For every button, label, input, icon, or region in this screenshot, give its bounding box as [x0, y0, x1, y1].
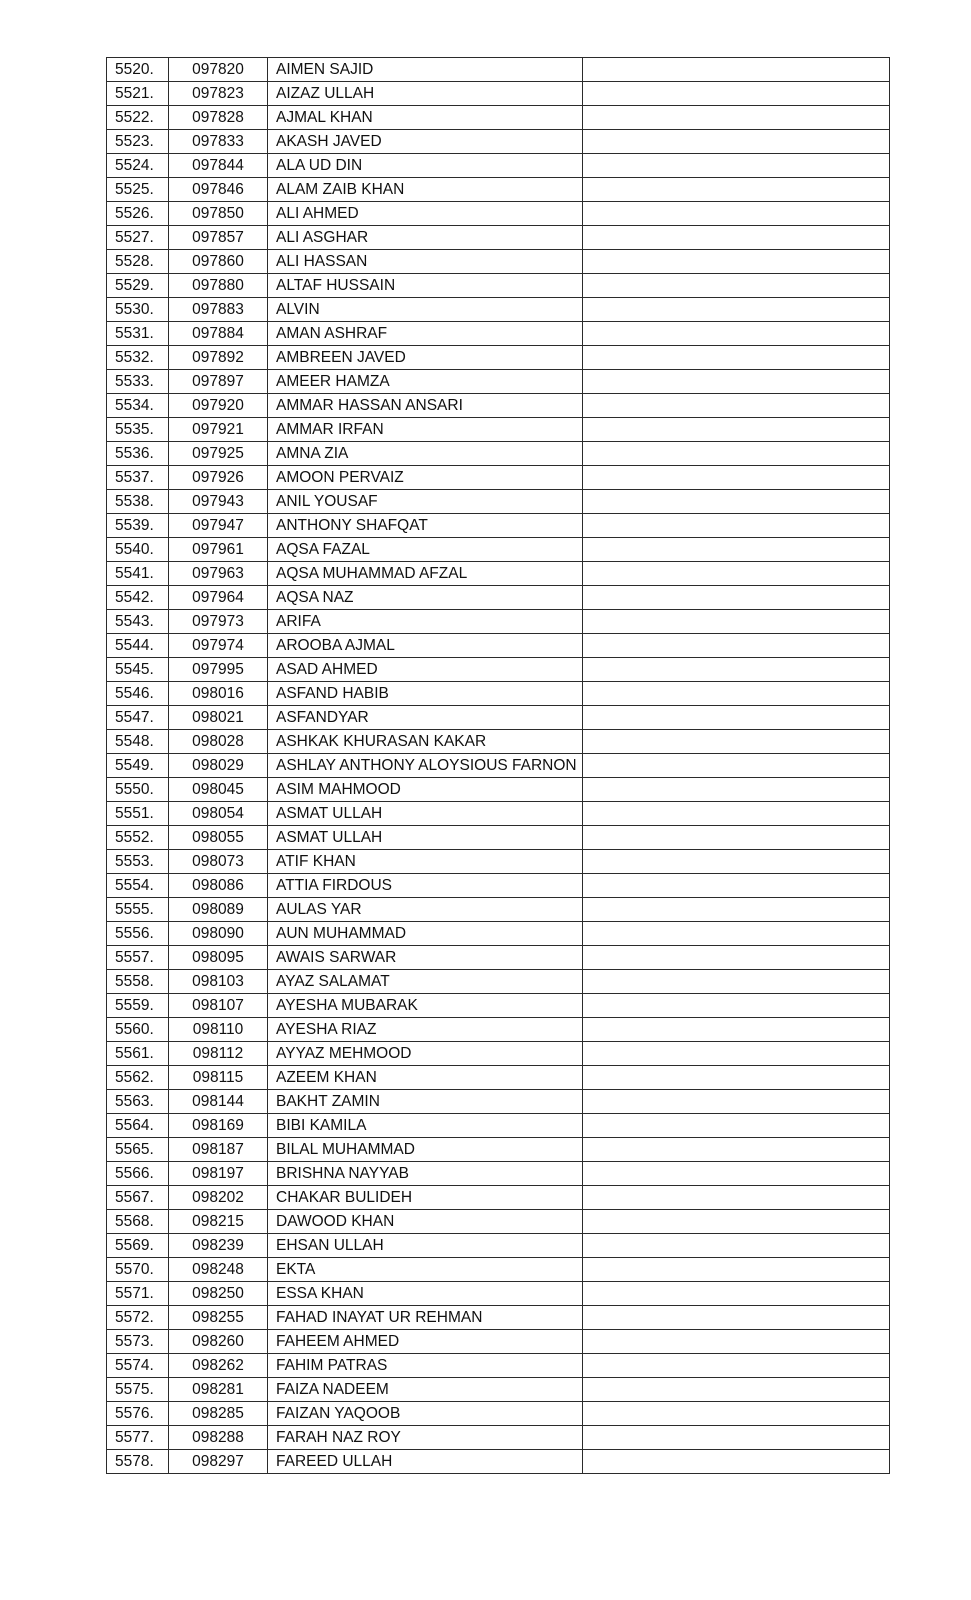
table-row [107, 610, 890, 634]
candidate-name-cell: AZEEM KHAN [268, 1066, 583, 1090]
serial-number-cell: 5561. [107, 1042, 169, 1066]
empty-cell [583, 826, 890, 850]
registration-number-cell: 097844 [169, 154, 268, 178]
registration-number-cell: 097973 [169, 610, 268, 634]
registration-number-cell: 098115 [169, 1066, 268, 1090]
candidate-name-cell: ANIL YOUSAF [268, 490, 583, 514]
table-row [107, 130, 890, 154]
table-row [107, 202, 890, 226]
candidate-name-cell: AJMAL KHAN [268, 106, 583, 130]
candidate-name-cell: AYYAZ MEHMOOD [268, 1042, 583, 1066]
registration-number-cell: 098055 [169, 826, 268, 850]
serial-number-cell: 5541. [107, 562, 169, 586]
serial-number-cell: 5551. [107, 802, 169, 826]
table-row [107, 946, 890, 970]
registration-number-cell: 097850 [169, 202, 268, 226]
registration-number-cell: 098169 [169, 1114, 268, 1138]
table-row [107, 802, 890, 826]
registration-number-cell: 098202 [169, 1186, 268, 1210]
empty-cell [583, 994, 890, 1018]
candidate-name-cell: AYESHA MUBARAK [268, 994, 583, 1018]
empty-cell [583, 418, 890, 442]
candidate-name-cell: ALI AHMED [268, 202, 583, 226]
serial-number-cell: 5539. [107, 514, 169, 538]
serial-number-cell: 5529. [107, 274, 169, 298]
registration-number-cell: 098073 [169, 850, 268, 874]
candidate-name-cell: EHSAN ULLAH [268, 1234, 583, 1258]
registration-number-cell: 097880 [169, 274, 268, 298]
candidate-name-cell: ALI HASSAN [268, 250, 583, 274]
empty-cell [583, 1426, 890, 1450]
candidate-name-cell: AQSA MUHAMMAD AFZAL [268, 562, 583, 586]
serial-number-cell: 5568. [107, 1210, 169, 1234]
registration-number-cell: 098110 [169, 1018, 268, 1042]
table-row [107, 1138, 890, 1162]
registration-number-cell: 097974 [169, 634, 268, 658]
candidate-name-cell: FAHIM PATRAS [268, 1354, 583, 1378]
table-row [107, 82, 890, 106]
serial-number-cell: 5526. [107, 202, 169, 226]
table-row [107, 226, 890, 250]
serial-number-cell: 5578. [107, 1450, 169, 1474]
candidate-name-cell: ANTHONY SHAFQAT [268, 514, 583, 538]
candidate-name-cell: ALTAF HUSSAIN [268, 274, 583, 298]
empty-cell [583, 898, 890, 922]
candidate-name-cell: FAIZAN YAQOOB [268, 1402, 583, 1426]
registration-number-cell: 098107 [169, 994, 268, 1018]
empty-cell [583, 802, 890, 826]
table-row [107, 394, 890, 418]
table-row [107, 1162, 890, 1186]
serial-number-cell: 5528. [107, 250, 169, 274]
serial-number-cell: 5554. [107, 874, 169, 898]
table-row [107, 466, 890, 490]
serial-number-cell: 5572. [107, 1306, 169, 1330]
serial-number-cell: 5531. [107, 322, 169, 346]
serial-number-cell: 5559. [107, 994, 169, 1018]
registration-number-cell: 098089 [169, 898, 268, 922]
serial-number-cell: 5565. [107, 1138, 169, 1162]
candidate-name-cell: AROOBA AJMAL [268, 634, 583, 658]
serial-number-cell: 5522. [107, 106, 169, 130]
registration-number-cell: 098239 [169, 1234, 268, 1258]
serial-number-cell: 5557. [107, 946, 169, 970]
candidate-name-cell: ALI ASGHAR [268, 226, 583, 250]
empty-cell [583, 730, 890, 754]
candidate-name-cell: AQSA FAZAL [268, 538, 583, 562]
empty-cell [583, 178, 890, 202]
registration-number-cell: 098016 [169, 682, 268, 706]
serial-number-cell: 5544. [107, 634, 169, 658]
empty-cell [583, 562, 890, 586]
table-row [107, 778, 890, 802]
registration-number-cell: 098103 [169, 970, 268, 994]
registration-number-cell: 098029 [169, 754, 268, 778]
empty-cell [583, 1330, 890, 1354]
table-row [107, 730, 890, 754]
serial-number-cell: 5573. [107, 1330, 169, 1354]
registration-number-cell: 098262 [169, 1354, 268, 1378]
empty-cell [583, 322, 890, 346]
candidate-name-cell: ASHKAK KHURASAN KAKAR [268, 730, 583, 754]
candidate-name-cell: ASMAT ULLAH [268, 802, 583, 826]
candidate-name-cell: ASAD AHMED [268, 658, 583, 682]
empty-cell [583, 874, 890, 898]
candidate-name-cell: ESSA KHAN [268, 1282, 583, 1306]
empty-cell [583, 370, 890, 394]
empty-cell [583, 466, 890, 490]
empty-cell [583, 154, 890, 178]
registration-number-cell: 097860 [169, 250, 268, 274]
serial-number-cell: 5569. [107, 1234, 169, 1258]
candidate-name-cell: AYESHA RIAZ [268, 1018, 583, 1042]
registration-number-cell: 098285 [169, 1402, 268, 1426]
empty-cell [583, 850, 890, 874]
registration-number-cell: 098054 [169, 802, 268, 826]
candidate-name-cell: ASMAT ULLAH [268, 826, 583, 850]
registration-number-cell: 098297 [169, 1450, 268, 1474]
empty-cell [583, 634, 890, 658]
candidate-name-cell: AMOON PERVAIZ [268, 466, 583, 490]
candidate-name-cell: ALA UD DIN [268, 154, 583, 178]
table-row [107, 1018, 890, 1042]
empty-cell [583, 58, 890, 82]
serial-number-cell: 5536. [107, 442, 169, 466]
empty-cell [583, 682, 890, 706]
serial-number-cell: 5542. [107, 586, 169, 610]
table-row [107, 1378, 890, 1402]
candidate-name-cell: AWAIS SARWAR [268, 946, 583, 970]
empty-cell [583, 1402, 890, 1426]
candidate-name-cell: AQSA NAZ [268, 586, 583, 610]
empty-cell [583, 1258, 890, 1282]
table-row [107, 490, 890, 514]
candidate-name-cell: ATIF KHAN [268, 850, 583, 874]
registration-number-cell: 097963 [169, 562, 268, 586]
empty-cell [583, 946, 890, 970]
registration-number-cell: 097846 [169, 178, 268, 202]
table-row [107, 1186, 890, 1210]
registration-number-cell: 097964 [169, 586, 268, 610]
empty-cell [583, 1210, 890, 1234]
serial-number-cell: 5533. [107, 370, 169, 394]
registration-number-cell: 098045 [169, 778, 268, 802]
empty-cell [583, 1162, 890, 1186]
table-row [107, 1306, 890, 1330]
empty-cell [583, 970, 890, 994]
table-row [107, 418, 890, 442]
registration-number-cell: 098281 [169, 1378, 268, 1402]
empty-cell [583, 1186, 890, 1210]
registration-number-cell: 098028 [169, 730, 268, 754]
registration-number-cell: 098215 [169, 1210, 268, 1234]
table-row [107, 1330, 890, 1354]
table-row [107, 1114, 890, 1138]
serial-number-cell: 5558. [107, 970, 169, 994]
table-row [107, 346, 890, 370]
empty-cell [583, 1234, 890, 1258]
registration-number-cell: 097892 [169, 346, 268, 370]
candidate-name-cell: AMMAR HASSAN ANSARI [268, 394, 583, 418]
serial-number-cell: 5552. [107, 826, 169, 850]
empty-cell [583, 610, 890, 634]
serial-number-cell: 5570. [107, 1258, 169, 1282]
serial-number-cell: 5534. [107, 394, 169, 418]
candidate-name-cell: ASFANDYAR [268, 706, 583, 730]
table-row [107, 826, 890, 850]
registration-number-cell: 098197 [169, 1162, 268, 1186]
registration-number-cell: 097926 [169, 466, 268, 490]
candidate-name-cell: AMAN ASHRAF [268, 322, 583, 346]
serial-number-cell: 5566. [107, 1162, 169, 1186]
registration-number-cell: 097883 [169, 298, 268, 322]
table-row [107, 322, 890, 346]
candidate-name-cell: FAREED ULLAH [268, 1450, 583, 1474]
table-row [107, 250, 890, 274]
table-row [107, 970, 890, 994]
empty-cell [583, 226, 890, 250]
candidate-name-cell: EKTA [268, 1258, 583, 1282]
table-row [107, 874, 890, 898]
table-row [107, 178, 890, 202]
serial-number-cell: 5571. [107, 1282, 169, 1306]
candidate-name-cell: ALVIN [268, 298, 583, 322]
table-row [107, 922, 890, 946]
registration-number-cell: 097823 [169, 82, 268, 106]
table-row [107, 850, 890, 874]
serial-number-cell: 5564. [107, 1114, 169, 1138]
registration-number-cell: 098090 [169, 922, 268, 946]
candidate-name-cell: AYAZ SALAMAT [268, 970, 583, 994]
registration-number-cell: 098086 [169, 874, 268, 898]
serial-number-cell: 5545. [107, 658, 169, 682]
empty-cell [583, 1138, 890, 1162]
registration-number-cell: 098095 [169, 946, 268, 970]
candidate-name-cell: AMMAR IRFAN [268, 418, 583, 442]
serial-number-cell: 5530. [107, 298, 169, 322]
empty-cell [583, 442, 890, 466]
empty-cell [583, 274, 890, 298]
registration-number-cell: 098255 [169, 1306, 268, 1330]
empty-cell [583, 250, 890, 274]
serial-number-cell: 5538. [107, 490, 169, 514]
table-row [107, 1426, 890, 1450]
candidate-name-cell: BILAL MUHAMMAD [268, 1138, 583, 1162]
empty-cell [583, 514, 890, 538]
table-row [107, 154, 890, 178]
table-row [107, 1282, 890, 1306]
empty-cell [583, 658, 890, 682]
empty-cell [583, 1018, 890, 1042]
candidate-name-cell: FARAH NAZ ROY [268, 1426, 583, 1450]
candidate-name-cell: ASIM MAHMOOD [268, 778, 583, 802]
table-row [107, 442, 890, 466]
candidate-name-cell: AKASH JAVED [268, 130, 583, 154]
candidate-name-cell: FAHEEM AHMED [268, 1330, 583, 1354]
registration-number-cell: 097921 [169, 418, 268, 442]
candidate-name-cell: ASFAND HABIB [268, 682, 583, 706]
registration-number-cell: 097947 [169, 514, 268, 538]
serial-number-cell: 5550. [107, 778, 169, 802]
table-row [107, 1450, 890, 1474]
candidate-name-cell: AIMEN SAJID [268, 58, 583, 82]
empty-cell [583, 538, 890, 562]
serial-number-cell: 5549. [107, 754, 169, 778]
serial-number-cell: 5556. [107, 922, 169, 946]
empty-cell [583, 130, 890, 154]
empty-cell [583, 1306, 890, 1330]
serial-number-cell: 5574. [107, 1354, 169, 1378]
serial-number-cell: 5547. [107, 706, 169, 730]
registration-number-cell: 097925 [169, 442, 268, 466]
serial-number-cell: 5567. [107, 1186, 169, 1210]
table-row [107, 298, 890, 322]
candidate-name-cell: AMEER HAMZA [268, 370, 583, 394]
empty-cell [583, 490, 890, 514]
serial-number-cell: 5560. [107, 1018, 169, 1042]
candidate-name-cell: ATTIA FIRDOUS [268, 874, 583, 898]
serial-number-cell: 5523. [107, 130, 169, 154]
serial-number-cell: 5562. [107, 1066, 169, 1090]
candidate-name-cell: AUN MUHAMMAD [268, 922, 583, 946]
table-row [107, 1042, 890, 1066]
empty-cell [583, 106, 890, 130]
empty-cell [583, 1378, 890, 1402]
serial-number-cell: 5555. [107, 898, 169, 922]
table-row [107, 754, 890, 778]
empty-cell [583, 82, 890, 106]
candidate-name-cell: AMNA ZIA [268, 442, 583, 466]
registration-number-cell: 097884 [169, 322, 268, 346]
table-row [107, 586, 890, 610]
candidate-table [106, 57, 890, 1474]
table-row [107, 1210, 890, 1234]
candidate-name-cell: DAWOOD KHAN [268, 1210, 583, 1234]
table-row [107, 1258, 890, 1282]
serial-number-cell: 5524. [107, 154, 169, 178]
table-row [107, 106, 890, 130]
table-row [107, 994, 890, 1018]
empty-cell [583, 298, 890, 322]
candidate-name-cell: BAKHT ZAMIN [268, 1090, 583, 1114]
serial-number-cell: 5537. [107, 466, 169, 490]
empty-cell [583, 1354, 890, 1378]
empty-cell [583, 1450, 890, 1474]
serial-number-cell: 5521. [107, 82, 169, 106]
table-row [107, 658, 890, 682]
serial-number-cell: 5535. [107, 418, 169, 442]
empty-cell [583, 778, 890, 802]
registration-number-cell: 097833 [169, 130, 268, 154]
registration-number-cell: 097857 [169, 226, 268, 250]
table-row [107, 538, 890, 562]
candidate-name-cell: ARIFA [268, 610, 583, 634]
table-row [107, 58, 890, 82]
table-row [107, 898, 890, 922]
candidate-name-cell: AMBREEN JAVED [268, 346, 583, 370]
registration-number-cell: 097820 [169, 58, 268, 82]
serial-number-cell: 5553. [107, 850, 169, 874]
candidate-name-cell: ASHLAY ANTHONY ALOYSIOUS FARNON [268, 754, 583, 778]
empty-cell [583, 754, 890, 778]
registration-number-cell: 098250 [169, 1282, 268, 1306]
serial-number-cell: 5577. [107, 1426, 169, 1450]
table-row [107, 514, 890, 538]
registration-number-cell: 098288 [169, 1426, 268, 1450]
serial-number-cell: 5540. [107, 538, 169, 562]
registration-number-cell: 098021 [169, 706, 268, 730]
empty-cell [583, 1090, 890, 1114]
registration-number-cell: 098112 [169, 1042, 268, 1066]
table-row [107, 274, 890, 298]
registration-number-cell: 098248 [169, 1258, 268, 1282]
registration-number-cell: 097920 [169, 394, 268, 418]
empty-cell [583, 202, 890, 226]
table-row [107, 1402, 890, 1426]
table-row [107, 370, 890, 394]
registration-number-cell: 097995 [169, 658, 268, 682]
registration-number-cell: 097897 [169, 370, 268, 394]
candidate-name-cell: AIZAZ ULLAH [268, 82, 583, 106]
table-row [107, 1354, 890, 1378]
candidate-name-cell: CHAKAR BULIDEH [268, 1186, 583, 1210]
serial-number-cell: 5575. [107, 1378, 169, 1402]
registration-number-cell: 097961 [169, 538, 268, 562]
table-row [107, 562, 890, 586]
candidate-table-body [107, 58, 890, 1474]
table-row [107, 634, 890, 658]
empty-cell [583, 1042, 890, 1066]
candidate-name-cell: ALAM ZAIB KHAN [268, 178, 583, 202]
candidate-name-cell: AULAS YAR [268, 898, 583, 922]
empty-cell [583, 394, 890, 418]
empty-cell [583, 706, 890, 730]
registration-number-cell: 097828 [169, 106, 268, 130]
serial-number-cell: 5576. [107, 1402, 169, 1426]
serial-number-cell: 5546. [107, 682, 169, 706]
table-row [107, 1066, 890, 1090]
table-row [107, 1234, 890, 1258]
table-row [107, 706, 890, 730]
serial-number-cell: 5532. [107, 346, 169, 370]
registration-number-cell: 098260 [169, 1330, 268, 1354]
empty-cell [583, 1066, 890, 1090]
candidate-name-cell: BRISHNA NAYYAB [268, 1162, 583, 1186]
serial-number-cell: 5527. [107, 226, 169, 250]
empty-cell [583, 346, 890, 370]
candidate-name-cell: FAHAD INAYAT UR REHMAN [268, 1306, 583, 1330]
serial-number-cell: 5525. [107, 178, 169, 202]
serial-number-cell: 5543. [107, 610, 169, 634]
serial-number-cell: 5563. [107, 1090, 169, 1114]
registration-number-cell: 097943 [169, 490, 268, 514]
empty-cell [583, 1282, 890, 1306]
registration-number-cell: 098144 [169, 1090, 268, 1114]
candidate-name-cell: FAIZA NADEEM [268, 1378, 583, 1402]
registration-number-cell: 098187 [169, 1138, 268, 1162]
candidate-name-cell: BIBI KAMILA [268, 1114, 583, 1138]
empty-cell [583, 922, 890, 946]
table-row [107, 682, 890, 706]
empty-cell [583, 1114, 890, 1138]
empty-cell [583, 586, 890, 610]
table-row [107, 1090, 890, 1114]
serial-number-cell: 5520. [107, 58, 169, 82]
serial-number-cell: 5548. [107, 730, 169, 754]
